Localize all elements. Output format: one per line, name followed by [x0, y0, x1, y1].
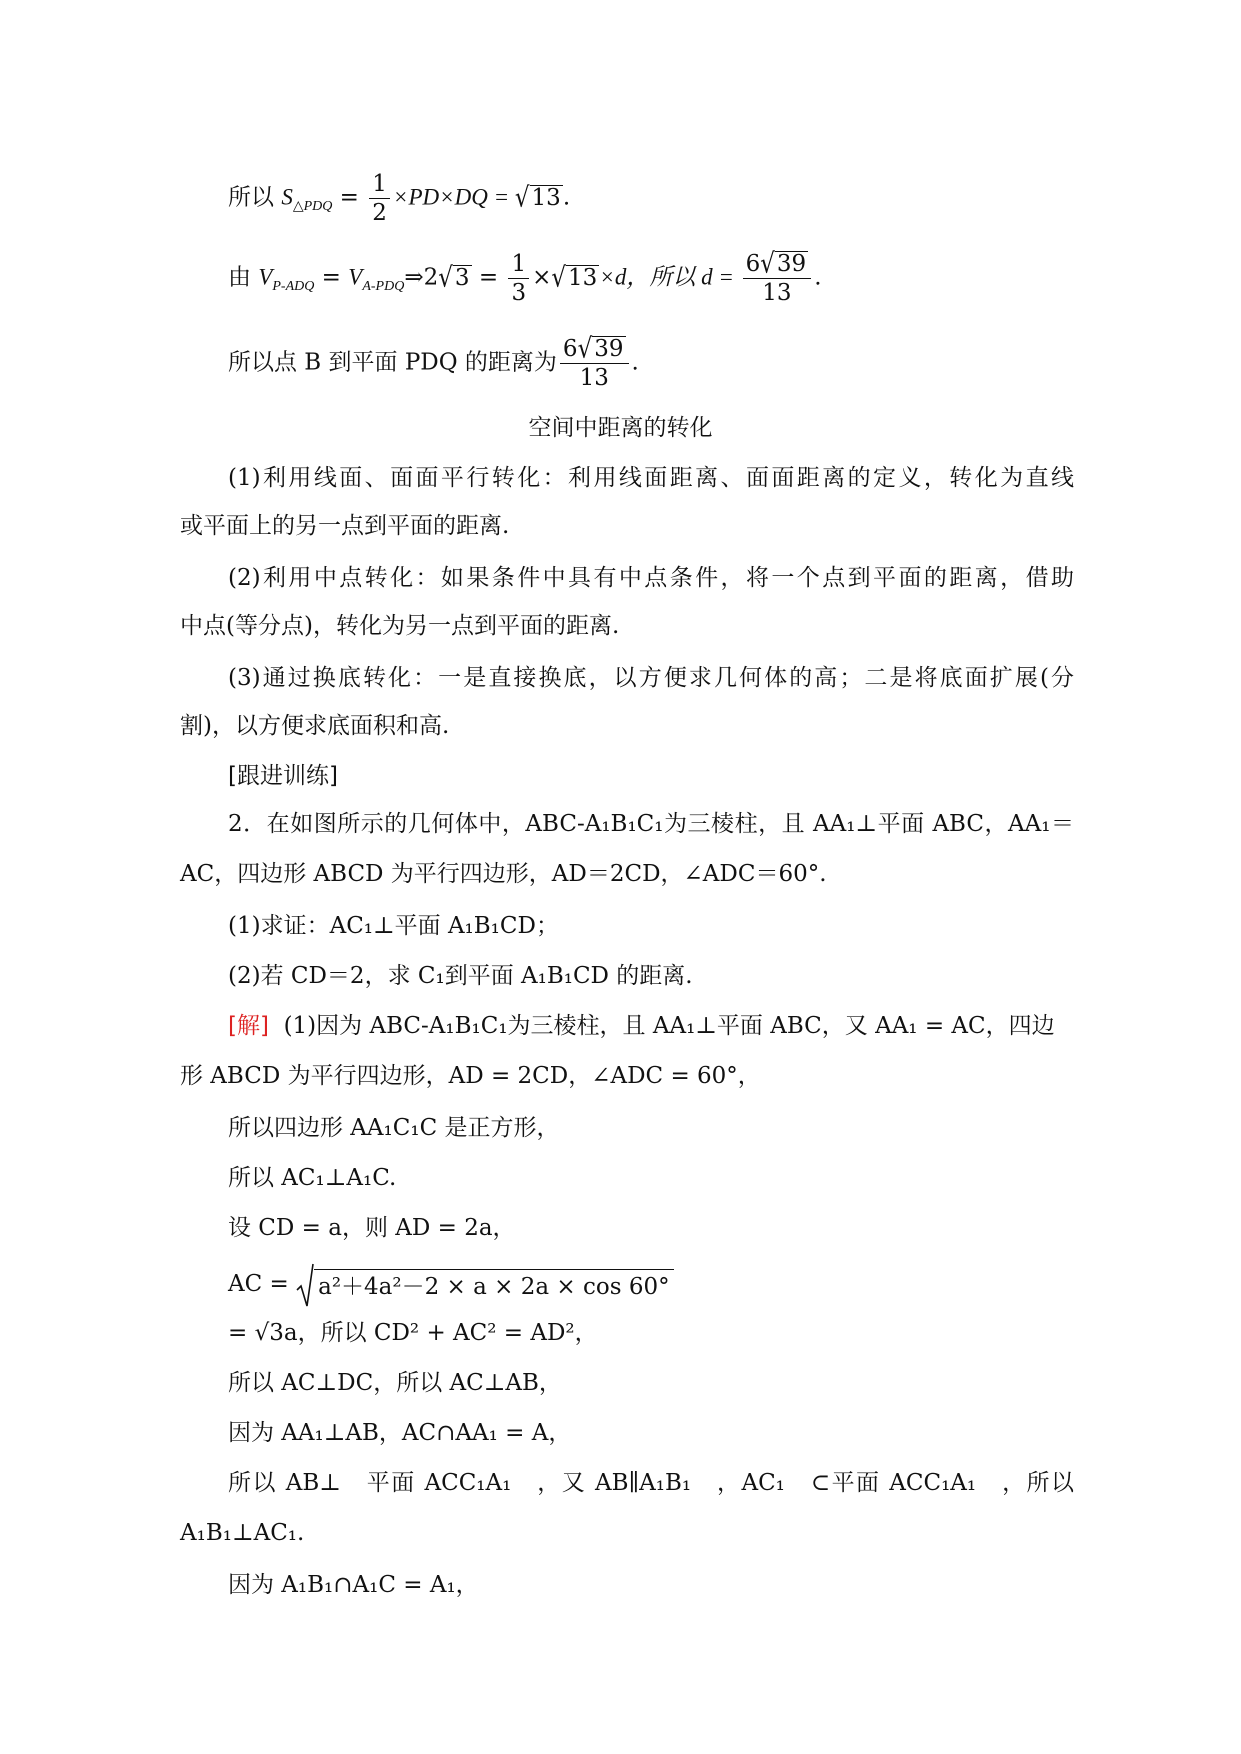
solution-tag: [解]: [228, 1013, 269, 1039]
solution-line-5: 设 CD = a，则 AD = 2a，: [228, 1215, 516, 1241]
solution-line-4: 所以 AC₁⊥A₁C.: [228, 1165, 397, 1191]
solution-line-1: [228, 1011, 1074, 1041]
method-2-line-b: 中点(等分点)，转化为另一点到平面的距离.: [180, 613, 620, 639]
method-1-line-a: (1)利用线面、面面平行转化：利用线面距离、面面距离的定义，转化为直线: [228, 465, 1074, 491]
method-2-line-a: (2)利用中点转化：如果条件中具有中点条件，将一个点到平面的距离，借助: [228, 565, 1074, 591]
solution-line-10: 所以 AB⊥ 平面 ACC₁A₁ ，又 AB∥A₁B₁ ，AC₁ ⊂平面 ACC₁A₁ ，所以: [228, 1470, 1074, 1496]
fraction-result: $\frac{6√39}{13}$: [743, 250, 812, 307]
fraction-distance: $\frac{6√39}{13}$: [560, 335, 629, 392]
text: 所以点 B 到平面 PDQ 的距离为: [228, 349, 557, 376]
volume-equation-line: 由 $V_{P-ADQ}$ = $V_{A-PDQ}\Rightarrow 2√3$ = $\frac{1}{3}$ ×√13×d，所以 d = $\frac{6√39}{13}$ .: [228, 248, 822, 306]
solution-line-12: 因为 A₁B₁∩A₁C = A₁，: [228, 1572, 479, 1598]
method-3-line-b: 割)，以方便求底面积和高.: [180, 713, 450, 739]
text: AC =: [228, 1271, 297, 1297]
solution-line-9: 因为 AA₁⊥AB，AC∩AA₁ = A，: [228, 1420, 572, 1446]
question-1: (1)求证：AC₁⊥平面 A₁B₁CD；: [228, 913, 559, 939]
solution-line-2: 形 ABCD 为平行四边形，AD = 2CD，∠ADC = 60°，: [180, 1063, 761, 1089]
question-2: (2)若 CD＝2，求 C₁到平面 A₁B₁CD 的距离.: [228, 963, 693, 989]
problem-line-b: AC，四边形 ABCD 为平行四边形，AD＝2CD，∠ADC＝60°.: [180, 861, 827, 887]
distance-result-line: 所以点 B 到平面 PDQ 的距离为 $\frac{6√39}{13}$ .: [228, 333, 639, 391]
solution-line-3: 所以四边形 AA₁C₁C 是正方形，: [228, 1115, 560, 1141]
text: 由: [228, 264, 259, 291]
fraction-one-half: $\frac{1}{2}$: [369, 170, 390, 227]
solution-line-8: 所以 AC⊥DC，所以 AC⊥AB，: [228, 1370, 562, 1396]
solution-line-7: = √3a，所以 CD² + AC² = AD²，: [228, 1320, 598, 1346]
exercise-tag: [跟进训练]: [228, 763, 338, 789]
problem-line-a: 2．在如图所示的几何体中，ABC-A₁B₁C₁为三棱柱，且 AA₁⊥平面 ABC，AA₁＝: [228, 811, 1074, 837]
radical-sign: [296, 1262, 314, 1308]
sqrt-value: 13: [531, 184, 561, 211]
method-3-line-a: (3)通过换底转化：一是直接换底，以方便求几何体的高；二是将底面扩展(分: [228, 665, 1074, 691]
solution-line-6: [228, 1262, 674, 1308]
text: (1)因为 ABC-A₁B₁C₁为三棱柱，且 AA₁⊥平面 ABC，又 AA₁ = AC，四边: [283, 1013, 1055, 1039]
text: 所以: [228, 184, 282, 211]
solution-line-11: A₁B₁⊥AC₁.: [180, 1520, 305, 1546]
area-formula-line: 所以 $S_{\triangle PDQ}$ = $\frac{1}{2}$ ×PD×DQ = √13.: [228, 171, 571, 226]
fraction-one-third: $\frac{1}{3}$: [508, 250, 529, 307]
section-heading: 空间中距离的转化: [528, 415, 713, 441]
text: ×PD×DQ =: [392, 184, 515, 210]
radicand: a²＋4a²－2 × a × 2a × cos 60°: [314, 1269, 673, 1302]
method-1-line-b: 或平面上的另一点到平面的距离.: [180, 513, 510, 539]
